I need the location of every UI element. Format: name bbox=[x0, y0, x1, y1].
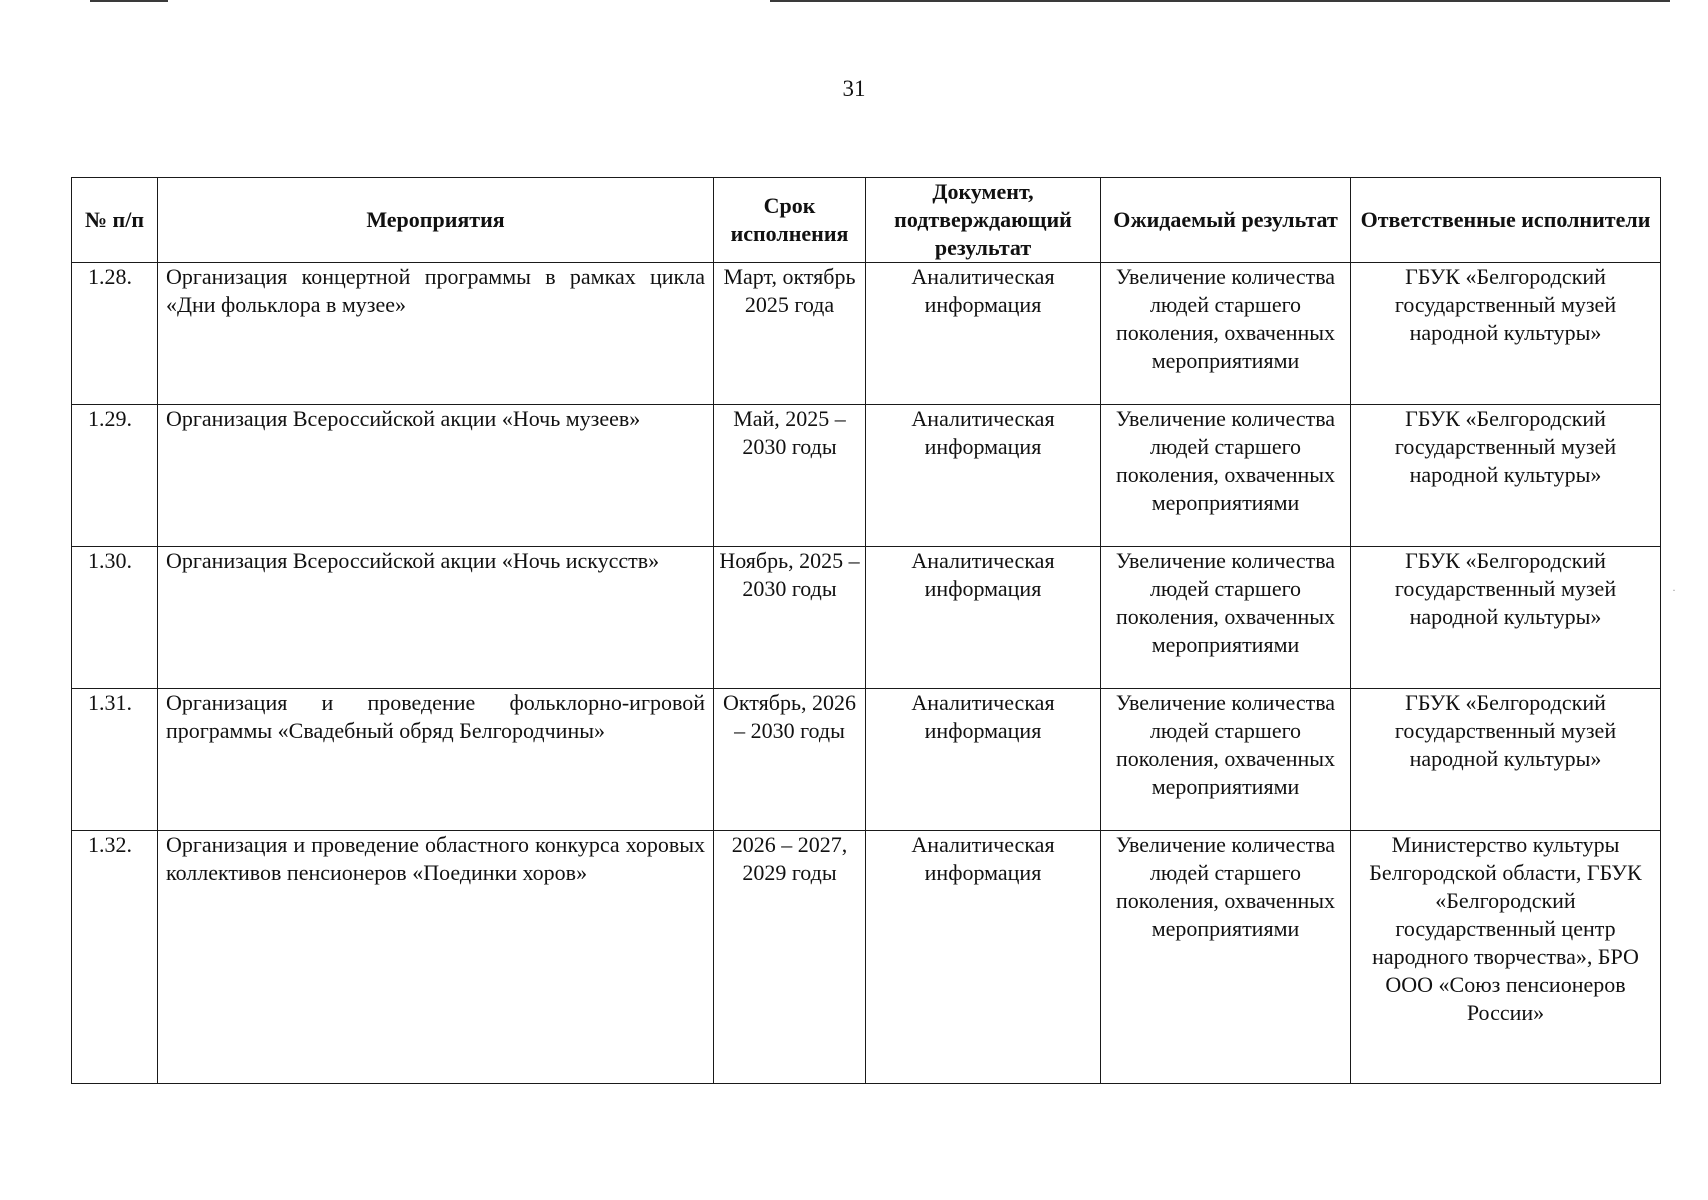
table-row bbox=[72, 263, 1661, 405]
header-responsible: Ответственные исполнители bbox=[1351, 178, 1661, 263]
cell-result: Увеличение количества людей старшего поколения, охваченных мероприятиями bbox=[1101, 263, 1351, 405]
cell-document: Аналитическая информация bbox=[866, 831, 1101, 1084]
header-result: Ожидаемый результат bbox=[1101, 178, 1351, 263]
cell-deadline: Март, октябрь 2025 года bbox=[714, 263, 866, 405]
header-num: № п/п bbox=[72, 178, 158, 263]
cell-result: Увеличение количества людей старшего поколения, охваченных мероприятиями bbox=[1101, 405, 1351, 547]
cell-num: 1.28. bbox=[72, 263, 158, 405]
cell-result: Увеличение количества людей старшего поколения, охваченных мероприятиями bbox=[1101, 689, 1351, 831]
cell-num: 1.29. bbox=[72, 405, 158, 547]
cell-document: Аналитическая информация bbox=[866, 547, 1101, 689]
table-row bbox=[72, 689, 1661, 831]
header-deadline: Срок исполнения bbox=[714, 178, 866, 263]
cell-responsible: ГБУК «Белгородский государственный музей народной культуры» bbox=[1351, 405, 1661, 547]
cell-deadline: Октябрь, 2026 – 2030 годы bbox=[714, 689, 866, 831]
cell-deadline: 2026 – 2027, 2029 годы bbox=[714, 831, 866, 1084]
cell-event: Организация Всероссийской акции «Ночь музеев» bbox=[158, 405, 714, 547]
cell-result: Увеличение количества людей старшего поколения, охваченных мероприятиями bbox=[1101, 831, 1351, 1084]
cell-document: Аналитическая информация bbox=[866, 405, 1101, 547]
table-header-row bbox=[72, 178, 1661, 263]
cell-num: 1.32. bbox=[72, 831, 158, 1084]
events-table bbox=[71, 177, 1661, 1084]
header-event: Мероприятия bbox=[158, 178, 714, 263]
header-document: Документ, подтверждающий результат bbox=[866, 178, 1101, 263]
page-number: 31 bbox=[842, 76, 866, 101]
cell-document: Аналитическая информация bbox=[866, 263, 1101, 405]
cell-event: Организация и проведение фольклорно-игровой программы «Свадебный обряд Белгородчины» bbox=[158, 689, 714, 831]
cell-responsible: ГБУК «Белгородский государственный музей народной культуры» bbox=[1351, 547, 1661, 689]
cell-num: 1.30. bbox=[72, 547, 158, 689]
cell-result: Увеличение количества людей старшего поколения, охваченных мероприятиями bbox=[1101, 547, 1351, 689]
scan-edge-line-left bbox=[90, 0, 168, 2]
cell-num: 1.31. bbox=[72, 689, 158, 831]
cell-event: Организация концертной программы в рамках цикла «Дни фольклора в музее» bbox=[158, 263, 714, 405]
scan-edge-line-right bbox=[770, 0, 1670, 2]
cell-responsible: ГБУК «Белгородский государственный музей народной культуры» bbox=[1351, 689, 1661, 831]
scan-speck: · bbox=[1672, 583, 1676, 597]
cell-deadline: Ноябрь, 2025 – 2030 годы bbox=[714, 547, 866, 689]
table-row bbox=[72, 405, 1661, 547]
cell-event: Организация и проведение областного конкурса хоровых коллективов пенсионеров «Поединки хоров» bbox=[158, 831, 714, 1084]
table-row bbox=[72, 547, 1661, 689]
cell-event: Организация Всероссийской акции «Ночь искусств» bbox=[158, 547, 714, 689]
cell-responsible: Министерство культуры Белгородской области, ГБУК «Белгородский государственный центр народного творчества», БРО ООО «Союз пенсионеров России» bbox=[1351, 831, 1661, 1084]
cell-deadline: Май, 2025 – 2030 годы bbox=[714, 405, 866, 547]
cell-responsible: ГБУК «Белгородский государственный музей народной культуры» bbox=[1351, 263, 1661, 405]
table-row bbox=[72, 831, 1661, 1084]
cell-document: Аналитическая информация bbox=[866, 689, 1101, 831]
